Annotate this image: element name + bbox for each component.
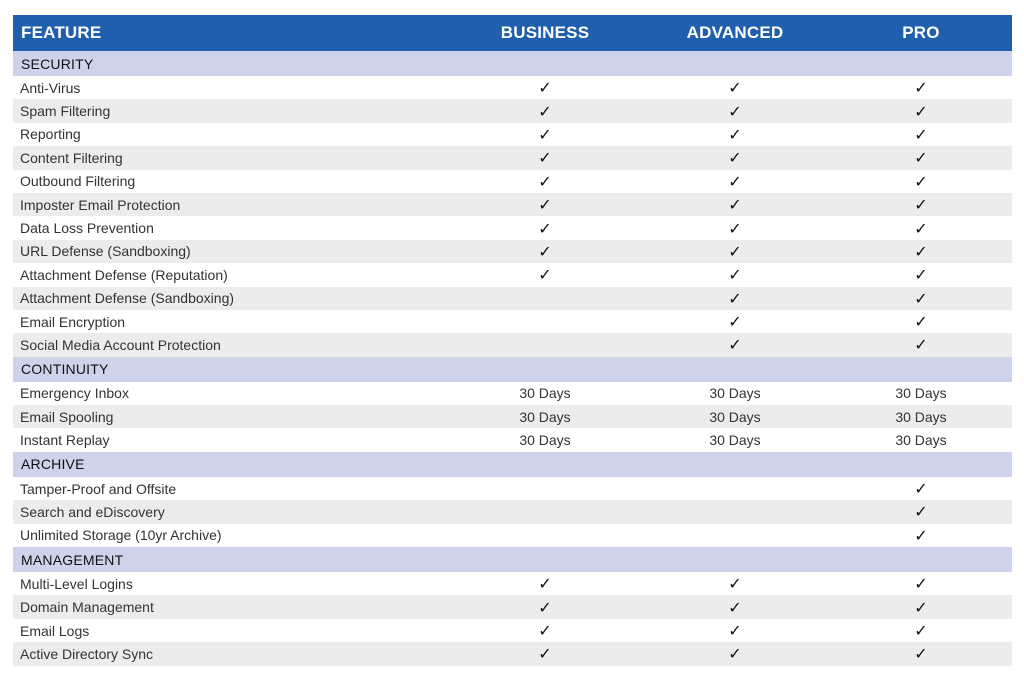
cell-pro: [830, 524, 1012, 547]
value-business: 30 Days: [450, 405, 640, 428]
cell-advanced: [640, 170, 830, 193]
cell-advanced: [640, 146, 830, 169]
empty-cell-advanced: [640, 477, 830, 500]
table-row: [13, 76, 1012, 99]
section-title: MANAGEMENT: [13, 547, 1012, 572]
check-icon: ✓: [728, 148, 742, 168]
check-icon: ✓: [914, 597, 928, 617]
check-icon: ✓: [728, 195, 742, 215]
check-icon: ✓: [914, 312, 928, 332]
table-row: [13, 240, 1012, 263]
feature-name: Active Directory Sync: [13, 642, 450, 665]
feature-name: Tamper-Proof and Offsite: [13, 477, 450, 500]
feature-name: URL Defense (Sandboxing): [13, 240, 450, 263]
check-icon: ✓: [914, 502, 928, 522]
cell-business: [450, 642, 640, 665]
check-icon: ✓: [914, 78, 928, 98]
section-header-row: [13, 357, 1012, 382]
check-icon: ✓: [728, 78, 742, 98]
table-row: [13, 287, 1012, 310]
table-row: [13, 333, 1012, 356]
value-business: 30 Days: [450, 428, 640, 451]
table-row: [13, 477, 1012, 500]
feature-name: Outbound Filtering: [13, 170, 450, 193]
check-icon: ✓: [728, 241, 742, 261]
cell-advanced: [640, 240, 830, 263]
cell-pro: [830, 123, 1012, 146]
check-icon: ✓: [538, 195, 552, 215]
cell-advanced: [640, 216, 830, 239]
check-icon: ✓: [538, 621, 552, 640]
value-pro: 30 Days: [830, 428, 1012, 451]
cell-business: [450, 595, 640, 618]
cell-business: [450, 572, 640, 595]
cell-advanced: [640, 99, 830, 122]
check-icon: ✓: [914, 171, 928, 191]
check-icon: ✓: [728, 574, 742, 594]
cell-pro: [830, 310, 1012, 333]
header-plan-business: BUSINESS: [450, 15, 640, 51]
header-plan-pro: PRO: [830, 15, 1012, 51]
cell-advanced: [640, 572, 830, 595]
check-icon: ✓: [914, 265, 928, 285]
check-icon: ✓: [538, 574, 552, 594]
cell-pro: [830, 500, 1012, 523]
cell-pro: [830, 619, 1012, 642]
cell-advanced: [640, 595, 830, 618]
cell-advanced: [640, 287, 830, 310]
cell-advanced: [640, 193, 830, 216]
table-row: [13, 595, 1012, 618]
check-icon: ✓: [538, 597, 552, 617]
check-icon: ✓: [914, 195, 928, 215]
table-row: [13, 428, 1012, 451]
table-row: [13, 572, 1012, 595]
feature-name: Instant Replay: [13, 428, 450, 451]
check-icon: ✓: [914, 218, 928, 238]
cell-business: [450, 263, 640, 286]
table-row: [13, 500, 1012, 523]
cell-pro: [830, 193, 1012, 216]
check-icon: ✓: [538, 124, 552, 144]
check-icon: ✓: [914, 335, 928, 355]
feature-name: Reporting: [13, 123, 450, 146]
table-row: [13, 146, 1012, 169]
table-row: [13, 263, 1012, 286]
table-row: [13, 123, 1012, 146]
section-header-row: [13, 51, 1012, 76]
check-icon: ✓: [538, 148, 552, 168]
empty-cell-business: [450, 524, 640, 547]
check-icon: ✓: [914, 479, 928, 499]
feature-name: Domain Management: [13, 595, 450, 618]
cell-advanced: [640, 76, 830, 99]
feature-name: Spam Filtering: [13, 99, 450, 122]
table-row: [13, 382, 1012, 405]
cell-pro: [830, 240, 1012, 263]
section-header-row: [13, 547, 1012, 572]
check-icon: ✓: [538, 265, 552, 285]
cell-business: [450, 123, 640, 146]
section-title: CONTINUITY: [13, 357, 1012, 382]
table-row: [13, 170, 1012, 193]
feature-name: Attachment Defense (Sandboxing): [13, 287, 450, 310]
feature-name: Emergency Inbox: [13, 382, 450, 405]
feature-name: Imposter Email Protection: [13, 193, 450, 216]
cell-advanced: [640, 619, 830, 642]
check-icon: ✓: [728, 288, 742, 308]
table-row: [13, 216, 1012, 239]
check-icon: ✓: [538, 78, 552, 98]
feature-name: Email Encryption: [13, 310, 450, 333]
value-advanced: 30 Days: [640, 382, 830, 405]
feature-name: Social Media Account Protection: [13, 333, 450, 356]
feature-name: Multi-Level Logins: [13, 572, 450, 595]
check-icon: ✓: [914, 574, 928, 594]
cell-advanced: [640, 642, 830, 665]
check-icon: ✓: [538, 218, 552, 238]
check-icon: ✓: [728, 597, 742, 617]
cell-business: [450, 193, 640, 216]
feature-name: Attachment Defense (Reputation): [13, 263, 450, 286]
cell-pro: [830, 477, 1012, 500]
empty-cell-business: [450, 333, 640, 356]
check-icon: ✓: [728, 171, 742, 191]
cell-pro: [830, 642, 1012, 665]
check-icon: ✓: [728, 644, 742, 664]
value-pro: 30 Days: [830, 405, 1012, 428]
feature-name: Email Logs: [13, 619, 450, 642]
table-row: [13, 642, 1012, 665]
feature-name: Search and eDiscovery: [13, 500, 450, 523]
value-advanced: 30 Days: [640, 428, 830, 451]
check-icon: ✓: [538, 241, 552, 261]
check-icon: ✓: [914, 644, 928, 664]
cell-pro: [830, 99, 1012, 122]
cell-pro: [830, 595, 1012, 618]
cell-pro: [830, 170, 1012, 193]
cell-business: [450, 170, 640, 193]
feature-name: Content Filtering: [13, 146, 450, 169]
empty-cell-advanced: [640, 500, 830, 523]
table-header-row: [13, 15, 1012, 51]
check-icon: ✓: [728, 218, 742, 238]
check-icon: ✓: [728, 265, 742, 285]
empty-cell-business: [450, 500, 640, 523]
check-icon: ✓: [914, 241, 928, 261]
cell-pro: [830, 572, 1012, 595]
cell-pro: [830, 333, 1012, 356]
table-row: [13, 193, 1012, 216]
cell-advanced: [640, 123, 830, 146]
feature-name: Data Loss Prevention: [13, 216, 450, 239]
table-row: [13, 524, 1012, 547]
check-icon: ✓: [538, 171, 552, 191]
cell-advanced: [640, 263, 830, 286]
value-business: 30 Days: [450, 382, 640, 405]
value-pro: 30 Days: [830, 382, 1012, 405]
cell-business: [450, 240, 640, 263]
cell-pro: [830, 146, 1012, 169]
table-row: [13, 99, 1012, 122]
cell-pro: [830, 263, 1012, 286]
empty-cell-advanced: [640, 524, 830, 547]
empty-cell-business: [450, 310, 640, 333]
check-icon: ✓: [538, 644, 552, 664]
cell-business: [450, 99, 640, 122]
cell-pro: [830, 216, 1012, 239]
cell-advanced: [640, 333, 830, 356]
check-icon: ✓: [728, 621, 742, 640]
cell-pro: [830, 287, 1012, 310]
feature-name: Email Spooling: [13, 405, 450, 428]
check-icon: ✓: [914, 124, 928, 144]
check-icon: ✓: [728, 101, 742, 121]
header-feature: FEATURE: [13, 15, 450, 51]
section-title: SECURITY: [13, 51, 1012, 76]
header-plan-advanced: ADVANCED: [640, 15, 830, 51]
empty-cell-business: [450, 287, 640, 310]
cell-business: [450, 76, 640, 99]
feature-name: Unlimited Storage (10yr Archive): [13, 524, 450, 547]
cell-advanced: [640, 310, 830, 333]
cell-business: [450, 619, 640, 642]
section-header-row: [13, 452, 1012, 477]
check-icon: ✓: [914, 148, 928, 168]
cell-business: [450, 216, 640, 239]
cell-business: [450, 146, 640, 169]
value-advanced: 30 Days: [640, 405, 830, 428]
table-row: [13, 405, 1012, 428]
section-title: ARCHIVE: [13, 452, 1012, 477]
table-body: [13, 51, 1012, 666]
check-icon: ✓: [914, 288, 928, 308]
cell-pro: [830, 76, 1012, 99]
feature-comparison-wrapper: [13, 15, 1012, 666]
check-icon: ✓: [728, 335, 742, 355]
table-row: [13, 619, 1012, 642]
feature-comparison-table: [13, 15, 1012, 666]
feature-name: Anti-Virus: [13, 76, 450, 99]
table-row: [13, 310, 1012, 333]
check-icon: ✓: [914, 101, 928, 121]
check-icon: ✓: [538, 101, 552, 121]
check-icon: ✓: [914, 525, 928, 545]
check-icon: ✓: [914, 621, 928, 640]
check-icon: ✓: [728, 124, 742, 144]
check-icon: ✓: [728, 312, 742, 332]
empty-cell-business: [450, 477, 640, 500]
